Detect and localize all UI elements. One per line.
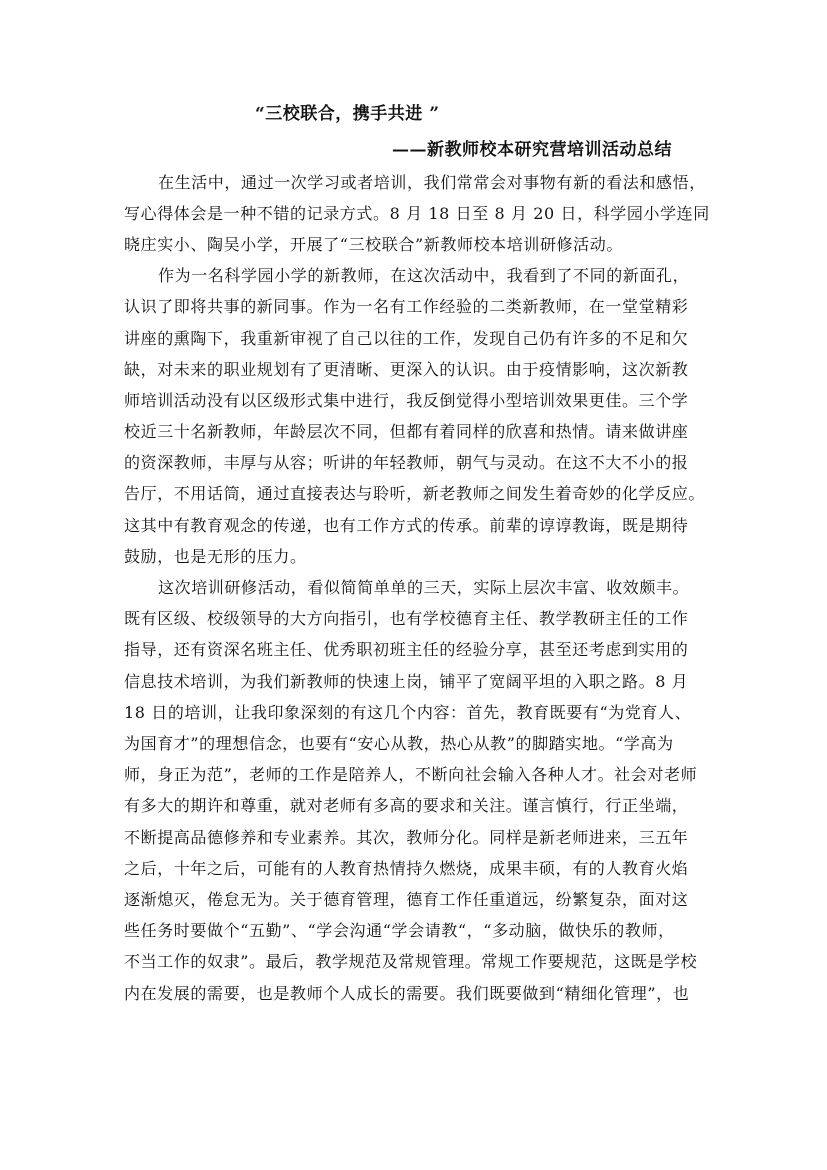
document-title: “三校联合，携手共进 ” bbox=[255, 104, 440, 124]
paragraph-line: 晓庄实小、陶吴小学，开展了“三校联合”新教师校本培训研修活动。 bbox=[124, 235, 623, 254]
paragraph-line: 些任务时要做个“五勤”、“学会沟通“学会请教“，“多动脑，做快乐的教师， bbox=[124, 921, 675, 940]
document-subtitle: ——新教师校本研究营培训活动总结 bbox=[392, 140, 672, 160]
paragraph-line: 既有区级、校级领导的大方向指引，也有学校德育主任、教学教研主任的工作 bbox=[124, 609, 689, 628]
paragraph-line: 有多大的期许和尊重，就对老师有多高的要求和关注。谨言慎行，行正坐端， bbox=[124, 796, 689, 815]
paragraph-line: 讲座的熏陶下，我重新审视了自己以往的工作，发现自己仍有许多的不足和欠 bbox=[124, 329, 689, 348]
paragraph-line: 校近三十名新教师，年龄层次不同，但都有着同样的欣喜和热情。请来做讲座 bbox=[124, 422, 689, 441]
paragraph-line: 这其中有教育观念的传递，也有工作方式的传承。前辈的谆谆教诲，既是期待 bbox=[124, 516, 689, 535]
paragraph-line: 不当工作的奴隶”。最后，教学规范及常规管理。常规工作要规范，这既是学校 bbox=[124, 952, 698, 971]
paragraph-line: 逐渐熄灭，倦怠无为。关于德育管理，德育工作任重道远，纷繁复杂，面对这 bbox=[124, 890, 689, 909]
paragraph-line: 告厅，不用话筒，通过直接表达与聆听，新老教师之间发生着奇妙的化学反应。 bbox=[124, 484, 706, 503]
paragraph-line: 鼓励，也是无形的压力。 bbox=[124, 547, 307, 566]
paragraph-line: 之后，十年之后，可能有的人教育热情持久燃烧，成果丰硕，有的人教育火焰 bbox=[124, 859, 689, 878]
paragraph-line: 师，身正为范”，老师的工作是陪养人，不断向社会输入各种人才。社会对老师 bbox=[124, 765, 698, 784]
paragraph-line: 信息技术培训，为我们新教师的快速上岗，铺平了宽阔平坦的入职之路。8 月 bbox=[124, 672, 689, 691]
paragraph-line: 在生活中，通过一次学习或者培训，我们常常会对事物有新的看法和感悟， bbox=[158, 173, 706, 192]
paragraph-line: 不断提高品德修养和专业素养。其次，教师分化。同样是新老师进来，三五年 bbox=[124, 828, 689, 847]
paragraph-line: 认识了即将共事的新同事。作为一名有工作经验的二类新教师，在一堂堂精彩 bbox=[124, 297, 689, 316]
paragraph-line: 指导，还有资深名班主任、优秀职初班主任的经验分享，甚至还考虑到实用的 bbox=[124, 640, 689, 659]
paragraph-line: 18 日的培训，让我印象深刻的有这几个内容：首先，教育既要有“为党育人、 bbox=[124, 703, 692, 722]
paragraph-line: 作为一名科学园小学的新教师，在这次活动中，我看到了不同的新面孔， bbox=[158, 266, 690, 285]
paragraph-line: 师培训活动没有以区级形式集中进行，我反倒觉得小型培训效果更佳。三个学 bbox=[124, 391, 689, 410]
paragraph-line: 的资深教师，丰厚与从容；听讲的年轻教师，朝气与灵动。在这不大不小的报 bbox=[124, 453, 689, 472]
paragraph-line: 写心得体会是一种不错的记录方式。8 月 18 日至 8 月 20 日，科学园小学连同 bbox=[124, 204, 710, 223]
paragraph-line: 内在发展的需要，也是教师个人成长的需要。我们既要做到“精细化管理”，也 bbox=[124, 984, 690, 1003]
paragraph-line: 这次培训研修活动，看似简简单单的三天，实际上层次丰富、收效颇丰。 bbox=[158, 578, 690, 597]
paragraph-line: 缺，对未来的职业规划有了更清晰、更深入的认识。由于疫情影响，这次新教 bbox=[124, 360, 689, 379]
paragraph-line: 为国育才”的理想信念，也要有“安心从教，热心从教”的脚踏实地。“学高为 bbox=[124, 734, 674, 753]
